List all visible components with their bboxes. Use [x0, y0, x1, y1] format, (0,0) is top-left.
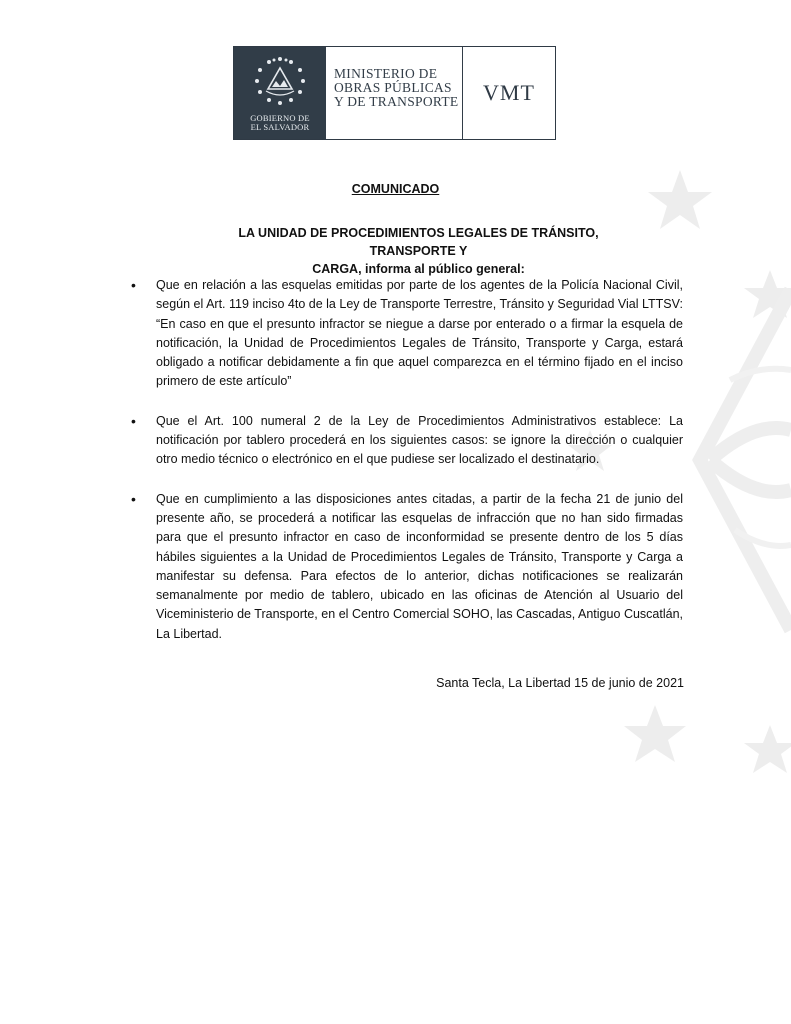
document-title: COMUNICADO	[351, 182, 440, 196]
bullet-text-3: Que en cumplimiento a las disposiciones antes citadas, a partir de la fecha 21 de junio del presente año, se procederá a notificar las esquelas de infracción que no han sido firmadas para que el presunto infractor en caso de inconformidad se presente dentro de los 5 días hábiles siguientes a la Unidad de Procedimientos Legales de Tránsito, Transporte y Carga a manifestar su defensa. Para efectos de lo anterior, dichas notificaciones se realizarán semanalmente por medio de tablero, ubicado en las oficinas de Atención al Usuario del Viceministerio de Transporte, en el Centro Comercial SOHO, las Cascadas, Antiguo Cuscatlán, La Libertad.	[156, 491, 683, 641]
document-heading	[200, 224, 637, 278]
bullet-icon: •	[131, 412, 136, 429]
ministry-line-1: MINISTERIO DE	[334, 66, 438, 81]
bullet-item-3	[128, 490, 683, 644]
ministry-name	[326, 47, 463, 139]
ministry-line-3: Y DE TRANSPORTE	[334, 94, 459, 109]
seal-caption-line-1: GOBIERNO DE	[250, 113, 310, 123]
seal-caption-line-2: EL SALVADOR	[250, 122, 310, 132]
bullet-list	[128, 276, 683, 644]
heading-line-1: LA UNIDAD DE PROCEDIMIENTOS LEGALES DE TRÁNSITO, TRANSPORTE Y	[238, 226, 599, 258]
vmt-acronym: VMT	[483, 80, 535, 105]
bullet-icon: •	[131, 277, 136, 293]
place-and-date: Santa Tecla, La Libertad 15 de junio de 2021	[436, 676, 684, 690]
seal-caption	[250, 114, 310, 132]
coat-of-arms-panel	[234, 47, 326, 139]
bullet-icon: •	[131, 490, 136, 507]
coat-of-arms-icon	[250, 53, 310, 113]
ministry-line-2: OBRAS PÚBLICAS	[334, 80, 452, 95]
bullet-text-2: Que el Art. 100 numeral 2 de la Ley de Procedimientos Administrativos establece: La notificación por tablero procederá en los siguientes casos: se ignore la dirección o cualquier otro medio técnico o electrónico en el que pudiese ser localizado el destinatario.	[156, 413, 683, 467]
bullet-item-1	[128, 276, 683, 392]
heading-line-2: CARGA, informa al público general:	[312, 262, 525, 276]
government-logo-header	[233, 46, 556, 140]
bullet-item-2	[128, 412, 683, 470]
bullet-text-1: Que en relación a las esquelas emitidas por parte de los agentes de la Policía Nacional Civil, según el Art. 119 inciso 4to de la Ley de Transporte Terrestre, Tránsito y Seguridad Vial LTTSV: “En caso en que el presunto infractor se niegue a darse por enterado o a firmar la esquela de notificación, la Unidad de Procedimientos Legales de Tránsito, Transporte y Carga, estará obligado a notificar debidamente a fin que aquel comparezca en el término fijado en el inciso primero de este artículo”	[156, 278, 683, 389]
